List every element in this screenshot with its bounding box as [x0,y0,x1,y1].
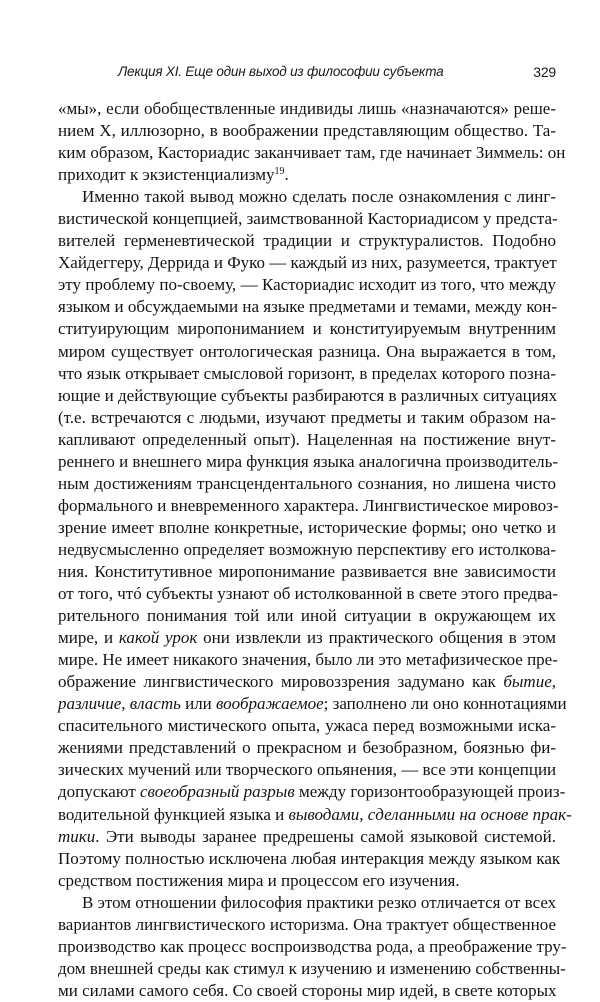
text-run: ституирующим миропониманием и конституируемым внутренним [58,319,556,339]
text-run: рительного понимания той или иной ситуации в окружающем их [58,606,556,626]
text-line [58,473,556,495]
italic-text: воображаемое [216,694,324,714]
italic-text: бытие [503,672,552,692]
text-run: Поэтому полностью исключена любая интеракция между языком как [58,848,561,868]
text-line [58,451,559,473]
text-run: нием X, иллюзорно, в воображении представляющим общество. Та- [58,121,556,141]
text-line [58,848,561,870]
text-line [58,649,556,671]
text-line [58,693,567,715]
text-line [58,164,556,186]
text-line [58,561,556,583]
text-run: ображение лингвистического мировоззрения задумано как [58,672,504,692]
text-line [58,208,556,230]
text-run: вистической концепцией, заимствованной Касториадисом у предста- [58,209,558,229]
text-line [58,230,556,252]
text-run: дом внешней среды как стимул к изучению и изменению собственны- [58,958,566,978]
text-line [58,318,556,340]
text-run: . [284,165,289,185]
text-run: производство как процесс воспроизводства рода, а преображение тру- [58,936,567,956]
text-line [58,539,556,561]
text-line [58,715,556,737]
text-run: миром существует онтологическая разница. Она выражается в том, [58,341,556,361]
text-line [58,363,556,385]
text-run: средством постижения мира и процессом его изучения. [58,870,460,890]
text-run: они извлекли из практического общения в этом [197,628,557,648]
text-line [58,296,556,318]
text-line [58,407,556,429]
text-line [58,759,556,781]
text-run: реннего и внешнего мира функция языка аналогична производитель- [58,451,559,471]
text-run: зрение имеет вполне конкретные, исторические формы; оно четко и [58,517,556,537]
text-line [58,826,556,848]
text-run: . Эти выводы заранее предрешены самой языковой системой. [95,826,556,846]
text-line [58,120,556,142]
text-line [58,517,556,539]
running-header [58,64,556,84]
text-run: Именно такой вывод можно сделать после ознакомления с линг- [82,187,556,207]
text-run: мире, и [58,628,119,648]
text-run: спасительного мистического опыта, ужаса перед возможными иска- [58,716,556,736]
italic-text: власть [129,694,181,714]
text-line [58,671,556,693]
text-run: между горизонтообразующей произ- [294,782,566,802]
text-line [58,914,556,936]
text-line [58,936,567,958]
text-line [58,429,556,451]
italic-text: своеобразный разрыв [140,782,295,802]
text-run: (т.е. встречаются с людьми, изучают предметы и таким образом на- [58,407,556,427]
text-line [58,605,556,627]
italic-text: какой урок [118,628,198,648]
paragraph [58,186,572,892]
text-run: вариантов лингвистического историзма. Она трактует общественное [58,914,556,934]
paragraph [58,98,566,186]
text-run: жениями представлений о прекрасном и безобразном, боязнью фи- [58,738,556,758]
text-run: ким образом, Касториадис заканчивает там, где начинает Зиммель: он [58,143,566,163]
text-run: ; заполнено ли оно коннотациями [323,694,567,714]
text-run: допускают [58,782,140,802]
text-line [58,341,556,363]
text-line [58,627,556,649]
text-run: языком и обсуждаемыми на языке предметами и темами, между кон- [58,297,558,317]
text-run: вителей герменевтической традиции и структуралистов. Подобно [58,231,556,251]
text-line [58,870,556,892]
text-line [58,142,566,164]
text-line [58,804,572,826]
text-line [58,583,556,605]
text-run: эту проблему по-своему, — Касториадис исходит из того, что между [58,275,556,295]
italic-text: выводами, сделанными на основе прак- [288,804,572,824]
text-run: от того, чтó субъекты узнают об истолкованной в свете этого предва- [58,584,558,604]
running-title: Лекция XI. Еще один выход из философии субъекта [118,64,444,79]
footnote-ref: 19 [274,166,285,178]
text-run: что язык открывает смысловой горизонт, в пределах которого позна- [58,363,556,383]
text-run: зических мучений или творческого опьянения, — все эти концепции [58,760,557,780]
text-run: приходит к экзистенциализму [58,165,275,185]
text-run: ния. Конститутивное миропонимание развивается вне зависимости [58,561,556,581]
text-line [58,186,556,208]
text-run: ми силами самого себя. Со своей стороны мир идей, в свете которых [58,980,557,1000]
text-run: Хайдеггеру, Деррида и Фуко — каждый из них, разумеется, трактует [58,253,557,273]
text-run: мире. Не имеет никакого значения, было ли это метафизическое пре- [58,650,558,670]
text-run: недвусмысленно определяет возможную перспективу его истолкова- [58,539,556,559]
italic-text: тики [58,826,96,846]
text-run: ющие и действующие субъекты разбираются в различных ситуациях [58,385,558,405]
text-line [58,980,556,1002]
text-line [58,252,556,274]
italic-text: различие [58,694,122,714]
text-run: или [180,694,217,714]
text-line [58,495,559,517]
text-run: водительной функцией языка и [58,804,289,824]
text-run: формального и вневременного характера. Лингвистическое мировоз- [58,495,559,515]
text-line [58,892,556,914]
text-line [58,781,566,803]
body-text [58,98,572,1002]
text-run: капливают определенный опыт). Нацеленная на постижение внут- [58,429,556,449]
text-line [58,98,556,120]
text-line [58,737,556,759]
text-line [58,385,556,407]
text-line [58,958,566,980]
text-run: , [551,672,556,692]
paragraph [58,892,567,1002]
text-run: , [121,694,130,714]
text-run: В этом отношении философия практики резко отличается от всех [82,892,557,912]
text-line [58,274,556,296]
text-run: «мы», если обобществленные индивиды лишь «назначаются» реше- [58,99,556,118]
text-run: ным достижениям трансцендентального сознания, но лишена чисто [58,473,556,493]
page-number: 329 [533,64,556,80]
